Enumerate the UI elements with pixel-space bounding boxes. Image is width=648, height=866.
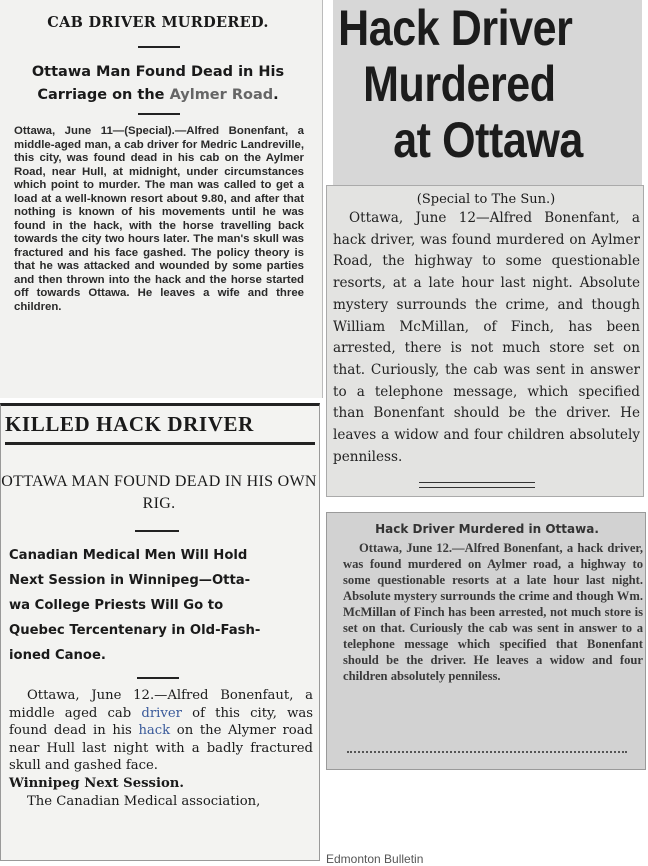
subdeck-line: wa College Priests Will Go to <box>9 598 224 613</box>
dotted-rule <box>347 751 627 753</box>
article-body <box>9 687 313 810</box>
clipping-sun-article <box>326 185 644 497</box>
rule <box>138 46 180 48</box>
deck-text: Ottawa Man Found Dead in His Carriage on the <box>31 64 285 103</box>
headline-line-2: Murdered <box>363 56 556 112</box>
paragraph: Ottawa, June 12.—Alfred Bonenfant, a hack driver, was found murdered on Aylmer road, a highway to some questionable resorts at a late hour last night. Absolute mystery surrounds the crime and though Wm. McMillan of Finch has been arrested, not much store is set on that. Curiously the cab was sent in answer to a telephone message which specified that Bonenfant should be the driver. He leaves a widow and four children absolutely penniless. <box>343 541 643 683</box>
headline: KILLED HACK DRIVER <box>5 412 254 436</box>
subhead: Winnipeg Next Session. <box>9 775 184 791</box>
headline-underline <box>5 442 315 445</box>
source-caption: Edmonton Bulletin <box>326 852 424 866</box>
clipping-hack-driver-murdered-at-ottawa <box>333 0 642 185</box>
deck: OTTAWA MAN FOUND DEAD IN HIS OWN RIG. <box>1 473 317 512</box>
text: Ottawa, June 12.—Alfred Bonenfaut, a middle aged cab <box>9 688 313 721</box>
paragraph <box>9 687 313 775</box>
rule <box>135 530 179 532</box>
deck-end: . <box>273 87 279 103</box>
subdeck-line: ioned Canoe. <box>9 648 106 663</box>
text: of this city, was found dead in his <box>9 705 313 739</box>
clipping-killed-hack-driver <box>0 403 320 861</box>
paragraph: Ottawa, June 12—Alfred Bonenfant, a hack driver, was found murdered on Aylmer Road, the highway to some questionable resorts, at a late hour last night. Absolute mystery surrounds the crime, and though William McMillan, of Finch, has been arrested, there is not much store set on that. Curiously, the cab was sent in answer to a telephone message, which specified than Bonenfant should be the driver. He leaves a widow and four children absolutely penniless. <box>333 210 640 465</box>
headline <box>333 0 599 168</box>
headline: CAB DRIVER MURDERED. <box>47 14 269 31</box>
rule <box>138 113 180 115</box>
subdeck-line: Canadian Medical Men Will Hold <box>9 548 248 563</box>
subdeck-line: Quebec Tercentenary in Old-Fash- <box>9 623 261 638</box>
special-credit: (Special to The Sun.) <box>416 192 556 207</box>
clipping-cab-driver-murdered <box>0 0 323 398</box>
text: on the Alymer road near Hull last night with a badly fractured skull and gashed face. <box>9 723 313 774</box>
clipping-hack-driver-murdered-in-ottawa <box>326 512 646 770</box>
deck <box>12 61 304 107</box>
headline-line-1: Hack Driver <box>338 0 573 56</box>
article-body <box>343 540 643 684</box>
article-body <box>333 208 640 468</box>
article-body: Ottawa, June 11—(Special).—Alfred Bonenfant, a middle-aged man, a cab driver for Medric Landreville, this city, was found dead in his cab on the Aylmer Road, near Hull, at midnight, under circumstances which point to murder. The man was called to get a load at a well-known resort about 9.80, and after that nothing is known of his movements until he was found in the hack, with the horse travelling back towards the city two hours later. The man's skull was fractured and his face gashed. The policy theory is that he was attacked and wounded by some parties and then thrown into the hack and the horse started off towards Ottawa. He leaves a wife and three children. <box>14 125 304 313</box>
rule <box>137 677 179 679</box>
headline: Hack Driver Murdered in Ottawa. <box>375 522 599 536</box>
headline-line-3: at Ottawa <box>393 112 583 168</box>
cut-off-line-fragment <box>6 0 306 4</box>
paragraph: The Canadian Medical association, <box>27 793 261 809</box>
subdeck-line: Next Session in Winnipeg—Otta- <box>9 573 251 588</box>
subdeck <box>9 543 311 668</box>
deck-highlight: Aylmer Road <box>169 87 274 103</box>
highlighted-word: hack <box>138 723 171 739</box>
highlighted-word: driver <box>141 705 182 721</box>
double-rule <box>419 482 535 488</box>
